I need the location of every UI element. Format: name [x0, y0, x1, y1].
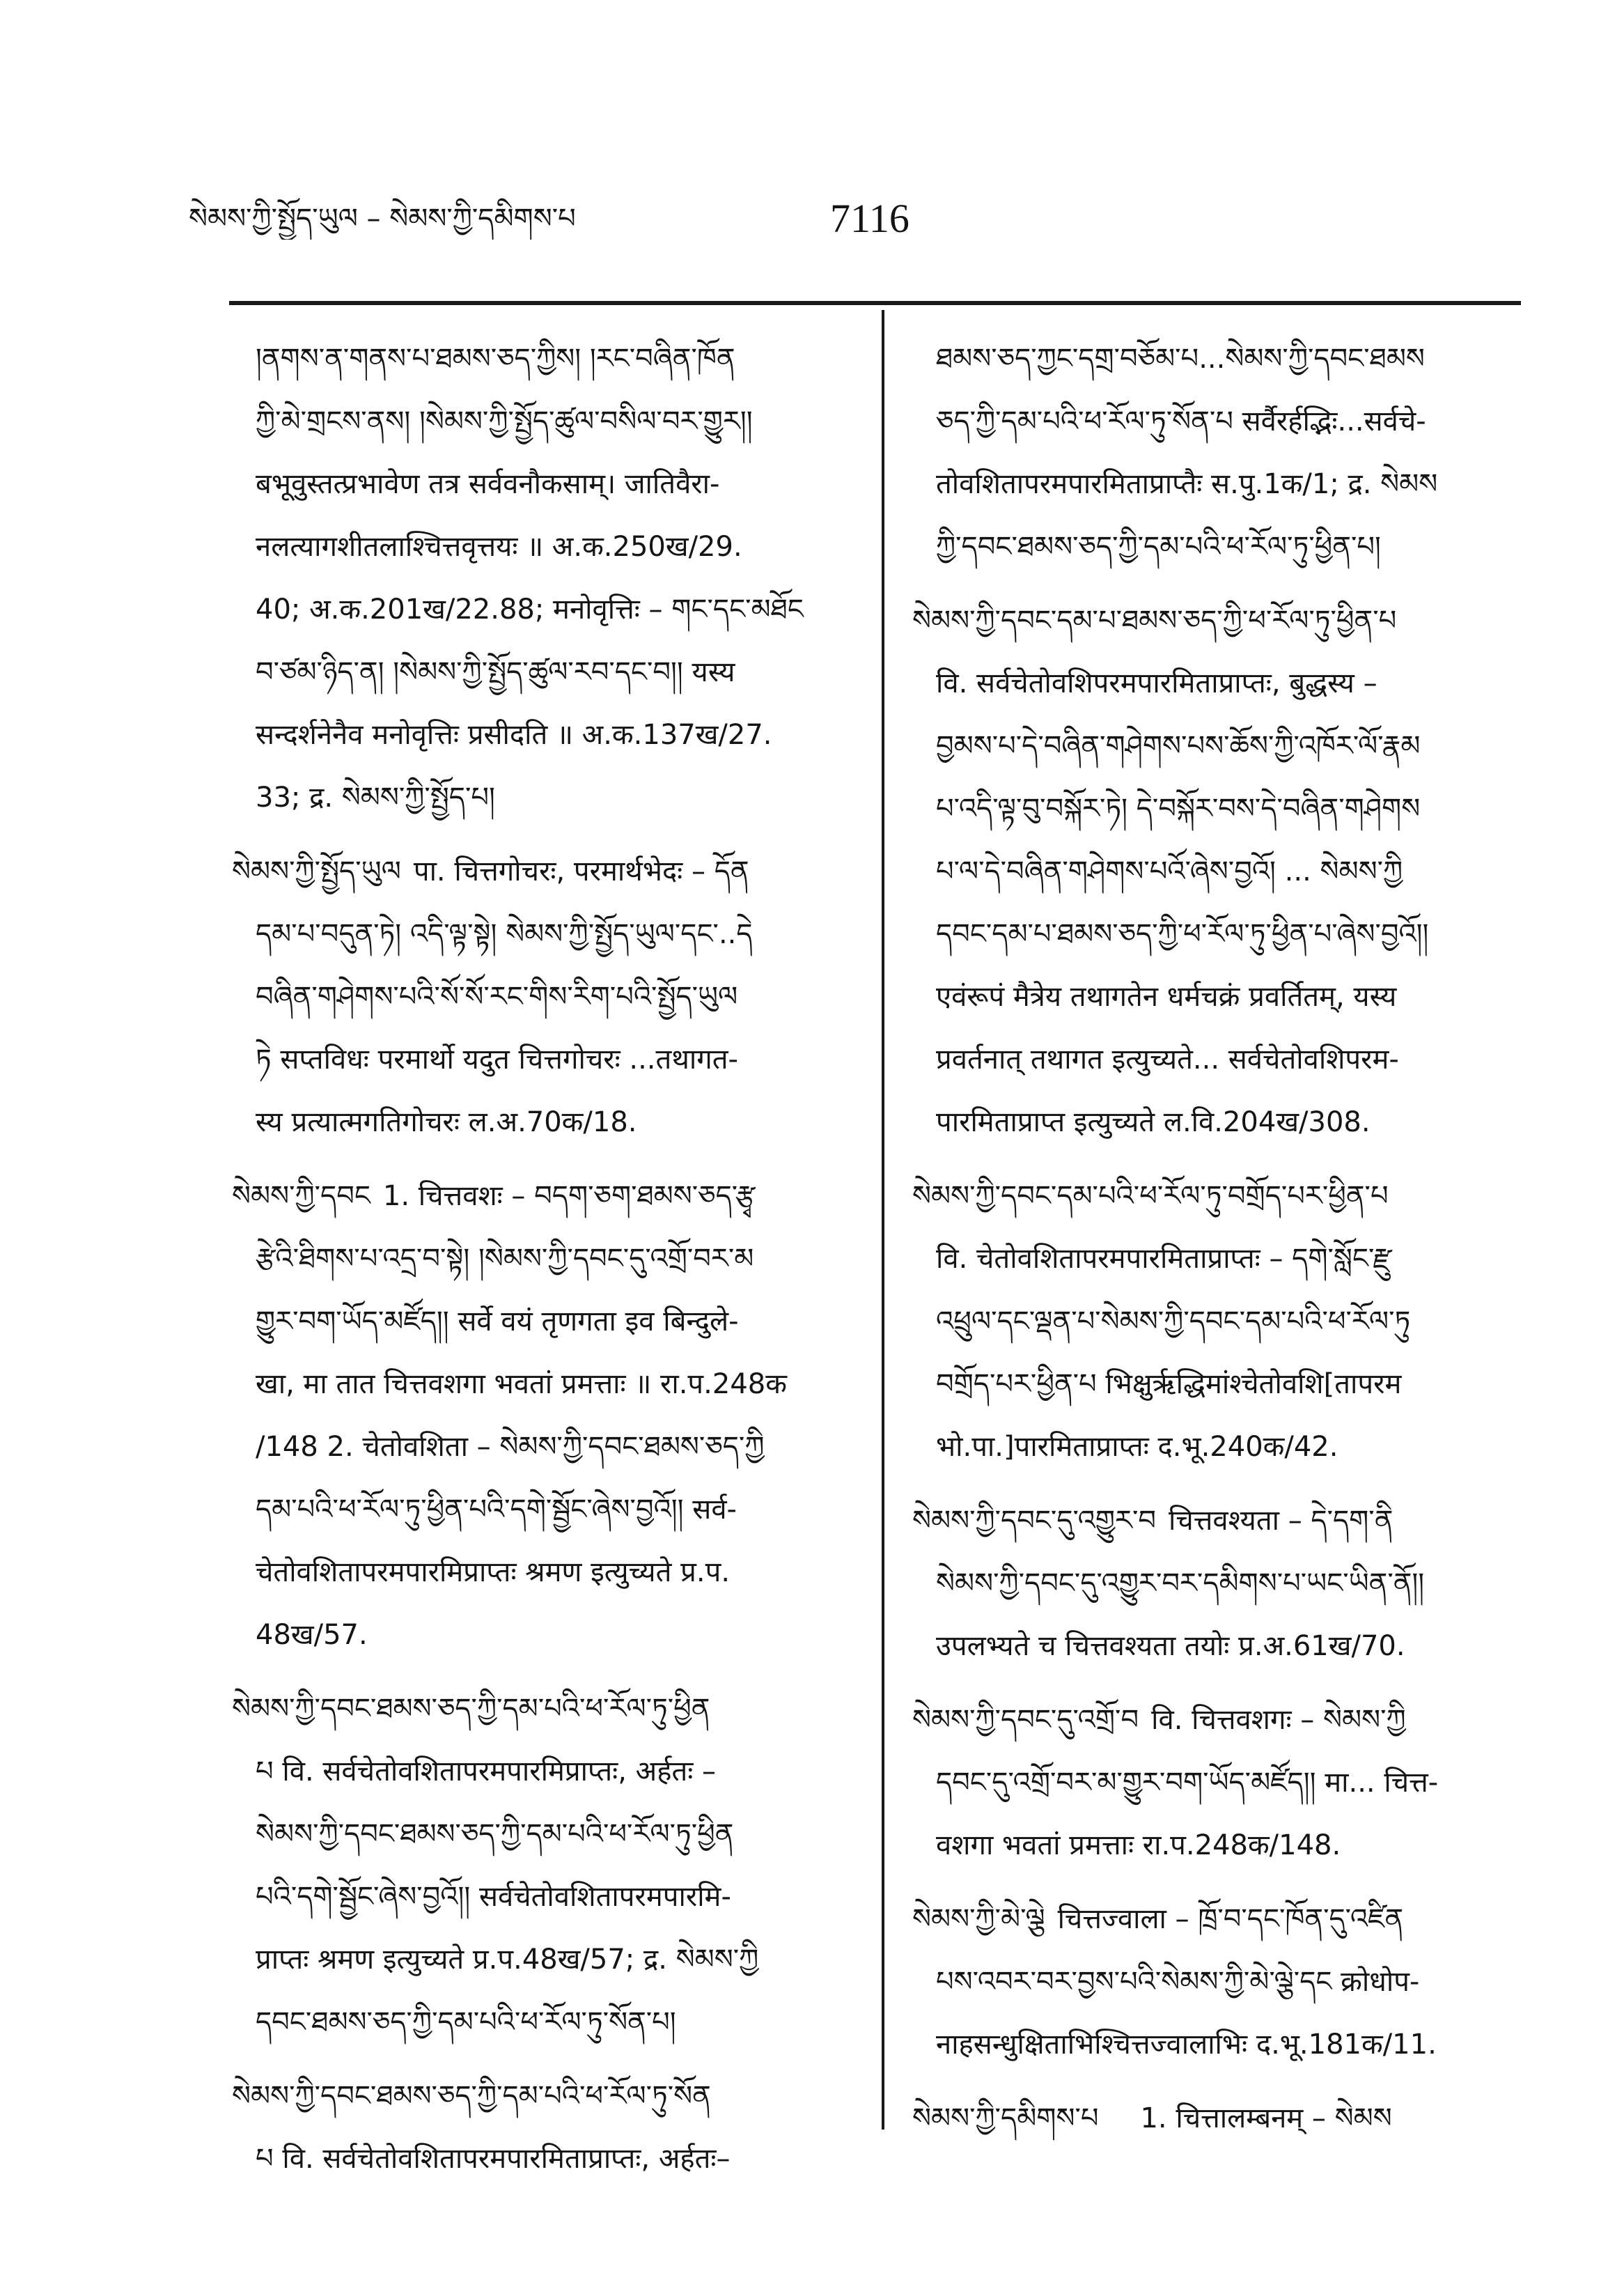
headword: སེམས་ཀྱི་དམིགས་པ — [912, 2102, 1099, 2134]
entry-line: དབང་དུ་འགྲོ་བར་མ་གྱུར་བག་ཡོད་མཛོད།། मा... चित्त- — [936, 1767, 1439, 1799]
entry-first-line — [912, 2087, 1549, 2150]
entry-line: བྱམས་པ་དེ་བཞིན་གཤེགས་པས་ཆོས་ཀྱི་འཁོར་ལོ་རྣམ — [936, 730, 1421, 762]
entry-first-line — [912, 1888, 1549, 1951]
entry-line: དམ་པ་བདུན་ཏེ། འདི་ལྟ་སྟེ། སེམས་ཀྱི་སྤྱོད་ཡུལ་དང་..དེ — [256, 918, 753, 950]
dictionary-entry — [912, 1888, 1549, 2076]
dictionary-entry — [912, 589, 1549, 1154]
entry-first-line — [912, 1165, 1549, 1227]
entry-line: प्रवर्तनात् तथागत इत्युच्यते... सर्वचेतोवशिपरम- — [936, 1044, 1399, 1076]
entry-line: གྱུར་བག་ཡོད་མཛོད།། सर्वे वयं तृणगता इव बिन्दुले- — [256, 1305, 739, 1337]
entry-line: खा, मा तात चित्तवशगा भवतां प्रमत्ताः ॥ रा.प.248क — [256, 1368, 787, 1400]
gloss: वि. चित्तवशगः – སེམས་ཀྱི — [1151, 1704, 1406, 1736]
entry-first-line — [232, 1677, 871, 1740]
entry-line: པ་འདི་ལྟ་བུ་བསྐོར་ཏེ། དེ་བསྐོར་བས་དེ་བཞིན་གཤེགས — [936, 793, 1421, 825]
headword: སེམས་ཀྱི་དབང་དམ་པ་ཐམས་ཅད་ཀྱི་ཕ་རོལ་ཏུ་ཕྱིན་པ — [912, 605, 1397, 637]
headword: སེམས་ཀྱི་དབང་དུ་འགྲོ་བ — [912, 1704, 1139, 1736]
entry-line: 40; अ.क.201ख/22.88; मनोवृत्तिः – གང་དང་མཐོང — [256, 594, 804, 626]
entry-first-line — [912, 1489, 1549, 1552]
entry-line: 33; द्र. སེམས་ཀྱི་སྤྱོད་པ། — [256, 782, 495, 814]
entry-line: उपलभ्यते च चित्तवश्यता तयोः प्र.अ.61ख/70. — [936, 1630, 1405, 1662]
entry-line: སེམས་ཀྱི་དབང་ཐམས་ཅད་ཀྱི་དམ་པའི་ཕ་རོལ་ཏུ་ཕྱིན — [256, 1818, 734, 1850]
entry-line: स्य प्रत्यात्मगतिगोचरः ल.अ.70क/18. — [256, 1106, 637, 1138]
entry-line: པས་འབར་བར་བྱས་པའི་སེམས་ཀྱི་མེ་ལྕེ་དང क्रोधोप- — [936, 1966, 1420, 1998]
dictionary-entry — [232, 1165, 871, 1666]
headword: སེམས་ཀྱི་དབང་ཐམས་ཅད་ཀྱི་དམ་པའི་ཕ་རོལ་ཏུ་སོན — [232, 2080, 711, 2112]
entry-line: वि. सर्वचेतोवशिपरमपारमिताप्राप्तः, बुद्धस्य – — [936, 667, 1377, 699]
entry-line: རྩེའི་ཐིགས་པ་འདྲ་བ་སྟེ། །སེམས་ཀྱི་དབང་དུ་འགྲོ་བར་མ — [256, 1243, 754, 1275]
entry-line: ཐམས་ཅད་ཀྱང་དགྲ་བཅོམ་པ...སེམས་ཀྱི་དབང་ཐམས — [936, 343, 1425, 375]
entry-line: །ནགས་ན་གནས་པ་ཐམས་ཅད་ཀྱིས། །རང་བཞིན་ཁོན — [256, 343, 735, 375]
entry-line: वशगा भवतां प्रमत्ताः रा.प.248क/148. — [936, 1829, 1341, 1861]
dictionary-entry — [232, 1677, 871, 2054]
entry-first-line — [232, 1165, 871, 1227]
entry-line: པའི་དགེ་སྦྱོང་ཞེས་བྱའོ།། सर्वचेतोवशितापरमपारमि- — [256, 1881, 731, 1913]
entry-line: པ वि. सर्वचेतोवशितापरमपारमिताप्राप्तः, अर्हतः– — [256, 2143, 731, 2175]
dictionary-entry — [232, 840, 871, 1154]
dictionary-entry — [912, 2087, 1549, 2150]
headword: སེམས་ཀྱི་དབང་ཐམས་ཅད་ཀྱི་དམ་པའི་ཕ་རོལ་ཏུ་ཕྱིན — [232, 1693, 710, 1725]
entry-line: འཕྲུལ་དང་ལྡན་པ་སེམས་ཀྱི་དབང་དམ་པའི་ཕ་རོལ་ཏུ — [936, 1305, 1411, 1337]
continued-entry — [912, 327, 1549, 578]
dictionary-entry — [912, 1689, 1549, 1877]
entry-first-line — [912, 1689, 1549, 1751]
entry-line: དམ་པའི་ཕ་རོལ་ཏུ་ཕྱིན་པའི་དགེ་སྦྱོང་ཞེས་བྱའོ།། सर्व- — [256, 1494, 737, 1526]
dictionary-entry — [912, 1165, 1549, 1478]
entry-line: བགྲོད་པར་ཕྱིན་པ भिक्षुर्ऋद्धिमांश्चेतोवशि[तापरम — [936, 1368, 1402, 1400]
entry-line: भो.पा.]पारमिताप्राप्तः द.भू.240क/42. — [936, 1431, 1338, 1463]
entry-line: ཀྱི་དབང་ཐམས་ཅད་ཀྱི་དམ་པའི་ཕ་རོལ་ཏུ་ཕྱིན་པ། — [936, 531, 1381, 563]
entry-first-line — [232, 2065, 871, 2127]
entry-line: तोवशितापरमपारमिताप्राप्तैः स.पु.1क/1; द्र. སེམས — [936, 468, 1438, 500]
gloss: 1. चित्तवशः – བདག་ཅག་ཐམས་ཅད་རྩྭ — [382, 1180, 756, 1212]
gloss: चित्तवश्यता – དེ་དག་ནི — [1169, 1505, 1393, 1537]
entry-line: नलत्यागशीतलाश्चित्तवृत्तयः ॥ अ.क.250ख/29. — [256, 531, 742, 563]
entry-line: बभूवुस्तत्प्रभावेण तत्र सर्ववनौकसाम्। जातिवैरा- — [256, 468, 720, 500]
dictionary-entry — [232, 2065, 871, 2190]
continued-entry — [232, 327, 871, 829]
entry-line: पारमिताप्राप्त इत्युच्यते ल.वि.204ख/308. — [936, 1106, 1371, 1138]
gloss: पा. चित्तगोचरः, परमार्थभेदः – དོན — [413, 855, 749, 887]
entry-line: དབང་དམ་པ་ཐམས་ཅད་ཀྱི་ཕ་རོལ་ཏུ་ཕྱིན་པ་ཞེས་བྱའོ།། — [936, 918, 1429, 950]
entry-first-line — [232, 840, 871, 903]
column-divider — [882, 310, 884, 2130]
entry-line: एवंरूपं मैत्रेय तथागतेन धर्मचक्रं प्रवर्तितम्, यस्य — [936, 981, 1397, 1013]
headword: སེམས་ཀྱི་མེ་ལྕེ — [912, 1903, 1045, 1935]
entry-line: सन्दर्शनेनैव मनोवृत्तिः प्रसीदति ॥ अ.क.137ख/27. — [256, 719, 772, 751]
entry-line: ཏེ सप्तविधः परमार्थो यदुत चित्तगोचरः ...तथागत- — [256, 1044, 738, 1076]
entry-line: 48ख/57. — [256, 1619, 368, 1651]
entry-line: ཀྱི་མེ་གྲངས་ནས། །སེམས་ཀྱི་སྤྱོད་ཚུལ་བསིལ་བར་གྱུར།། — [256, 405, 753, 437]
entry-line: སེམས་ཀྱི་དབང་དུ་འགྱུར་བར་དམིགས་པ་ཡང་ཡིན་ནོ།། — [936, 1567, 1425, 1599]
gloss: 1. चित्तालम्बनम् – སེམས — [1140, 2102, 1392, 2134]
headword: སེམས་ཀྱི་དབང་དམ་པའི་ཕ་རོལ་ཏུ་བགྲོད་པར་ཕྱིན་པ — [912, 1180, 1389, 1212]
entry-line: ཅད་ཀྱི་དམ་པའི་ཕ་རོལ་ཏུ་སོན་པ सर्वैरर्हद्भिः...सर्वचे- — [936, 405, 1426, 437]
headword: སེམས་ཀྱི་དབང་དུ་འགྱུར་བ — [912, 1505, 1156, 1537]
running-head: སེམས་ཀྱི་སྤྱོད་ཡུལ – སེམས་ཀྱི་དམིགས་པ — [189, 203, 576, 235]
entry-line: चेतोवशितापरमपारमिप्राप्तः श्रमण इत्युच्यते प्र.प. — [256, 1556, 731, 1588]
entry-line: དབང་ཐམས་ཅད་ཀྱི་དམ་པའི་ཕ་རོལ་ཏུ་སོན་པ། — [256, 2006, 676, 2038]
entry-line: པ་ལ་དེ་བཞིན་གཤེགས་པའོ་ཞེས་བྱའོ། ... སེམས་ཀྱི — [936, 855, 1403, 887]
entry-line: वि. चेतोवशितापरमपारमिताप्राप्तः – དགེ་སློང་རྫུ — [936, 1243, 1392, 1275]
header-rule — [229, 301, 1521, 305]
left-column — [232, 327, 871, 2190]
entry-line: པ वि. सर्वचेतोवशितापरमपारमिप्राप्तः, अर्हतः – — [256, 1755, 717, 1787]
entry-line: नाहसन्धुक्षिताभिश्चित्तज्वालाभिः द.भू.181क/11. — [936, 2029, 1437, 2061]
entry-line: /148 2. चेतोवशिता – སེམས་ཀྱི་དབང་ཐམས་ཅད་ཀྱི — [256, 1431, 765, 1463]
gloss: चित्तज्वाला – ཁྲོ་བ་དང་ཁོན་དུ་འཛིན — [1057, 1903, 1404, 1935]
entry-line: प्राप्तः श्रमण इत्युच्यते प्र.प.48ख/57; द्र. སེམས་ཀྱི — [256, 1944, 759, 1976]
entry-first-line — [912, 589, 1549, 652]
headword: སེམས་ཀྱི་སྤྱོད་ཡུལ — [232, 855, 401, 887]
right-column — [912, 327, 1549, 2150]
page-number: 7116 — [830, 196, 909, 241]
entry-line: བ་ཙམ་ཉིད་ན། །སེམས་ཀྱི་སྤྱོད་ཚུལ་རབ་དང་བ།། यस्य — [256, 656, 735, 688]
dictionary-entry — [912, 1489, 1549, 1677]
headword: སེམས་ཀྱི་དབང — [232, 1180, 370, 1212]
entry-line: བཞིན་གཤེགས་པའི་སོ་སོ་རང་གིས་རིག་པའི་སྤྱོད་ཡུལ — [256, 981, 738, 1013]
